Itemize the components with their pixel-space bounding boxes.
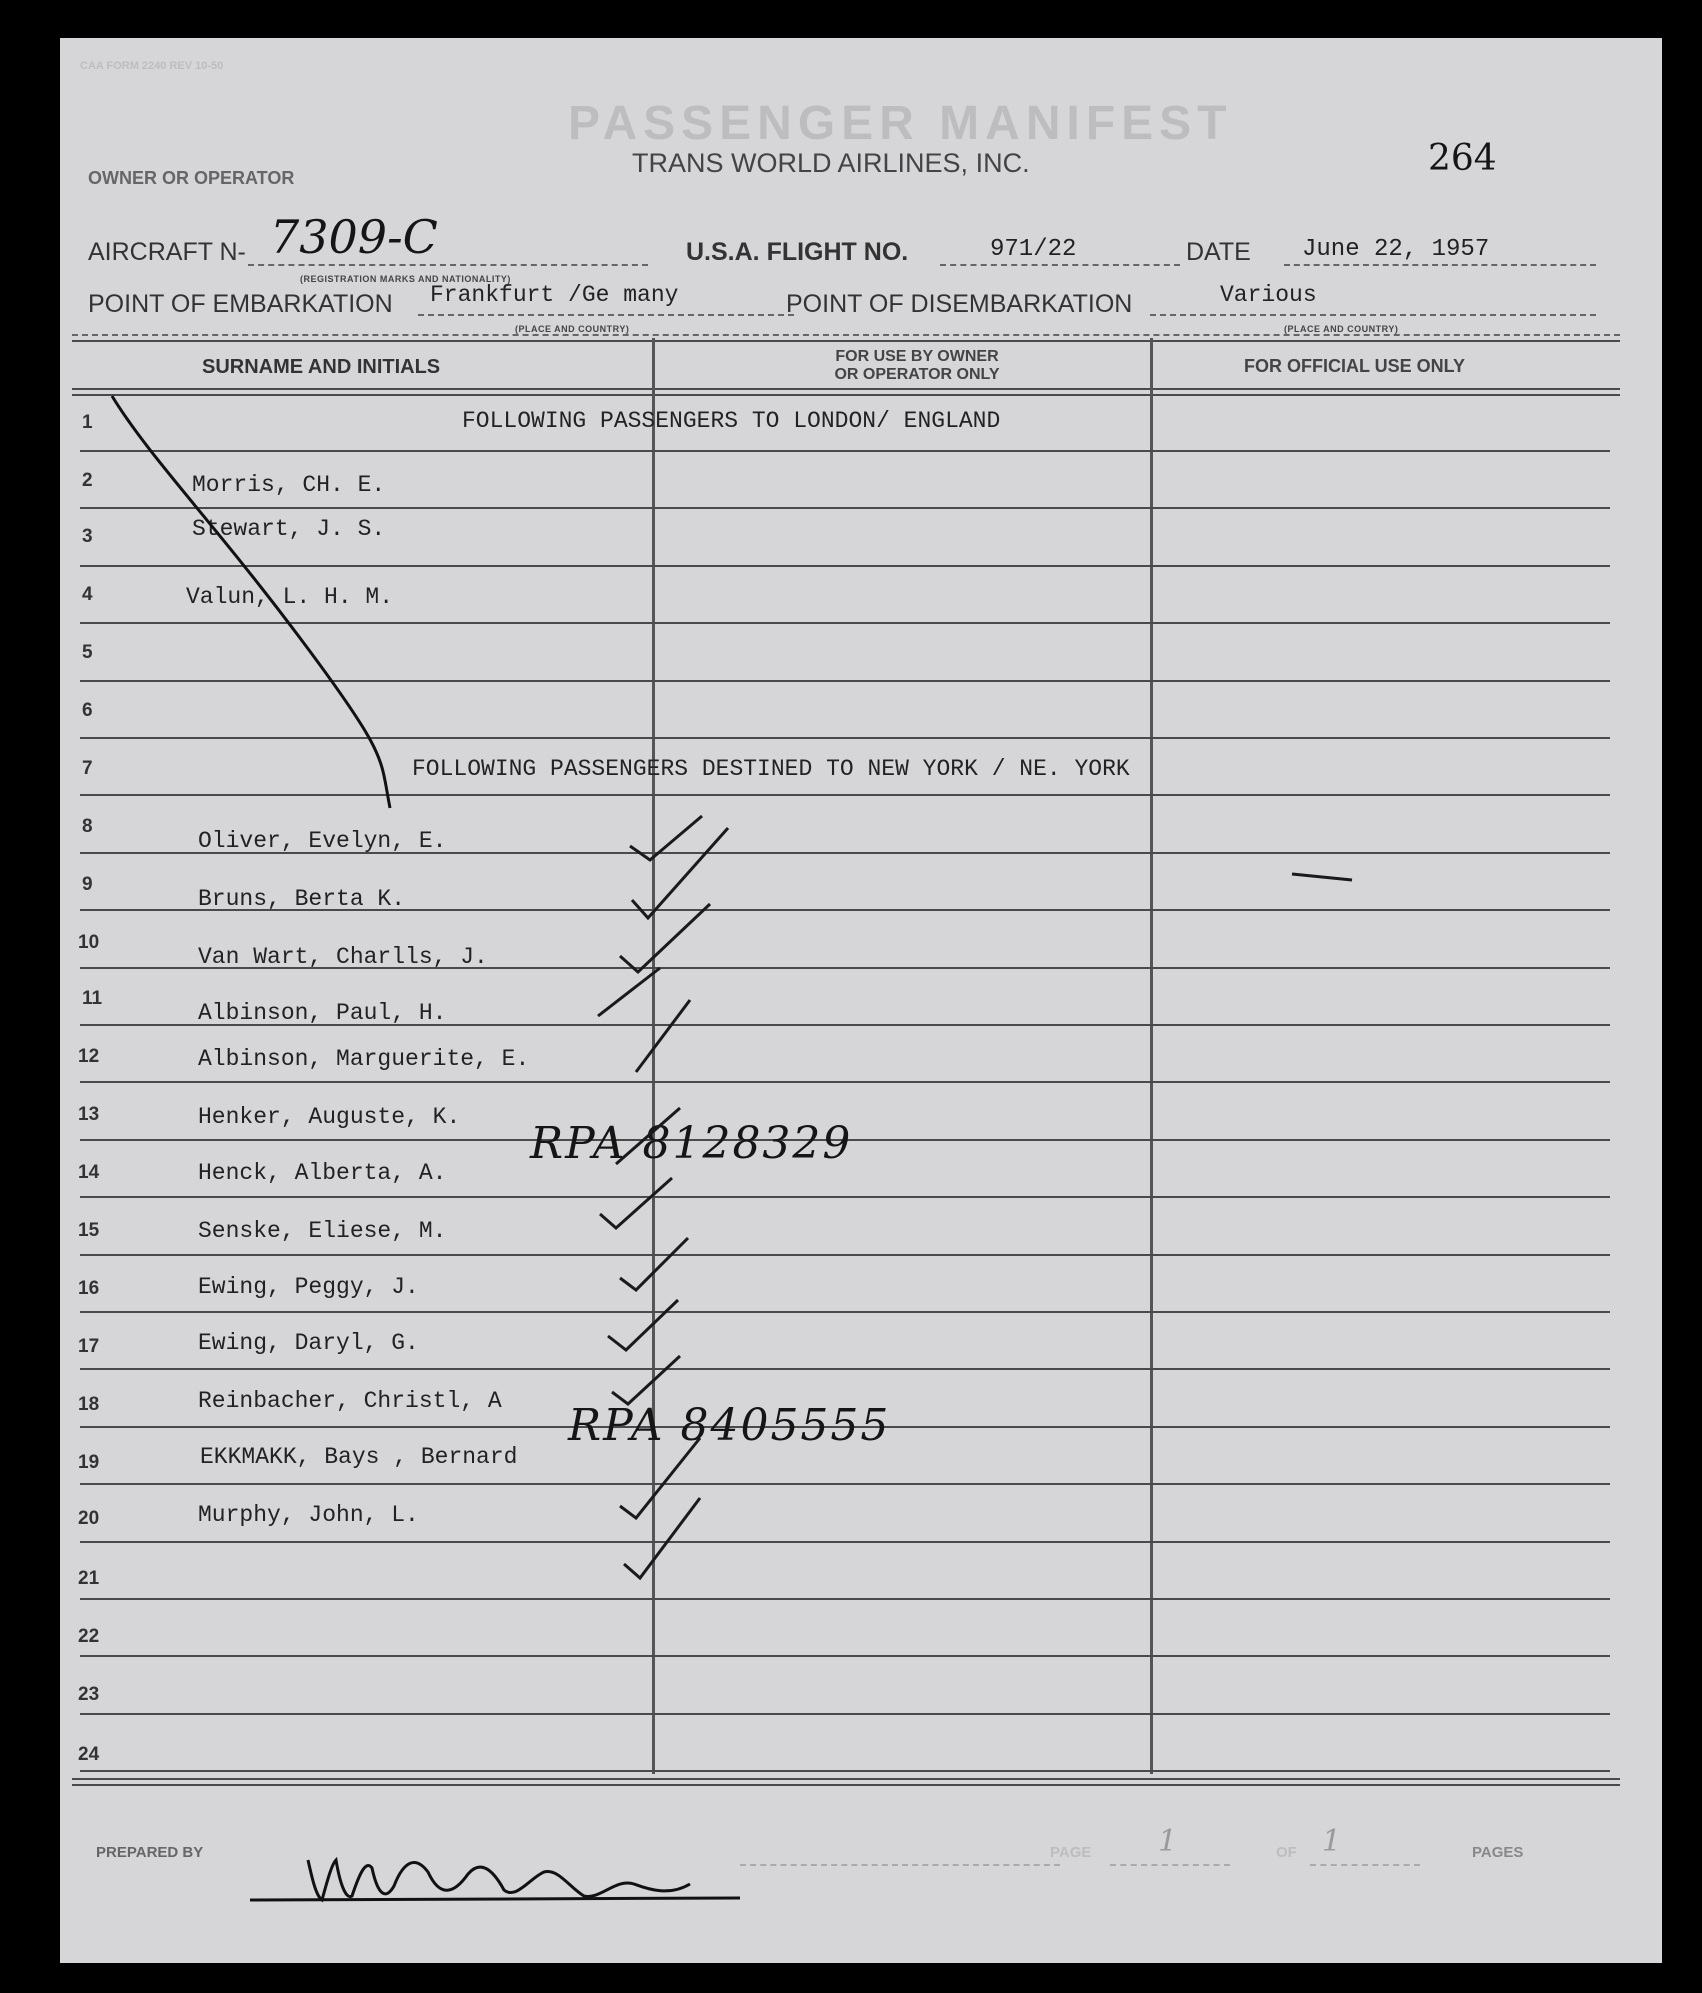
row-number: 4 [82,584,93,605]
row-number: 12 [78,1046,100,1067]
embark-sublabel: (PLACE AND COUNTRY) [515,324,630,334]
disembark-sublabel: (PLACE AND COUNTRY) [1284,324,1399,334]
aircraft-value: 7309-C [270,210,438,264]
row-number: 19 [78,1452,100,1473]
passenger-name: Henck, Alberta, A. [198,1160,447,1186]
column-owner-line1: FOR USE BY OWNER [835,348,999,365]
passenger-name: Murphy, John, L. [198,1502,419,1528]
row-number: 13 [78,1104,100,1125]
row-number: 3 [82,526,93,547]
row-number: 11 [82,988,103,1009]
row-number: 21 [78,1568,100,1589]
pages-label: PAGES [1472,1844,1524,1861]
row-number: 22 [78,1626,100,1647]
column-official: FOR OFFICIAL USE ONLY [1244,356,1466,376]
form-reference: CAA FORM 2240 REV 10-50 [80,60,224,72]
row-number: 10 [78,932,100,953]
strike-through-line [112,396,390,808]
passenger-name: EKKMAKK, Bays , Bernard [200,1444,518,1470]
row-number: 23 [78,1684,100,1705]
passenger-name: Reinbacher, Christl, A [198,1388,502,1414]
page-value: 1 [1158,1824,1178,1859]
section-heading-new-york: FOLLOWING PASSENGERS DESTINED TO NEW YORK / NE. YORK [412,756,1130,782]
row-number: 16 [78,1278,100,1299]
row-number: 2 [82,470,93,491]
manifest-sheet [60,38,1662,1963]
passenger-name: Stewart, J. S. [192,516,386,542]
disembark-label: POINT OF DISEMBARKATION [786,290,1133,318]
passenger-name: Senske, Eliese, M. [198,1218,447,1244]
of-value: 1 [1322,1824,1342,1859]
row-number: 14 [78,1162,100,1183]
airline-name: TRANS WORLD AIRLINES, INC. [632,148,1030,178]
form-title: PASSENGER MANIFEST [568,97,1233,150]
passenger-name: Albinson, Paul, H. [198,1000,447,1026]
row-number: 15 [78,1220,100,1241]
handwritten-note-row18: RPA 8405555 [568,1400,891,1451]
row-number: 6 [82,700,93,721]
handwritten-note-row13: RPA 8128329 [530,1118,853,1169]
date-value: June 22, 1957 [1302,236,1490,263]
embark-label: POINT OF EMBARKATION [88,290,393,318]
row-number: 7 [82,758,93,779]
passenger-name: Henker, Auguste, K. [198,1104,461,1130]
passenger-name: Bruns, Berta K. [198,886,406,912]
row-number: 18 [78,1394,100,1415]
pen-marks [60,38,1662,1963]
aircraft-label: AIRCRAFT N- [88,238,246,266]
date-label: DATE [1186,238,1251,266]
row-number: 17 [78,1336,100,1357]
page-label: PAGE [1050,1844,1092,1861]
section-heading-london: FOLLOWING PASSENGERS TO LONDON/ ENGLAND [462,408,1001,434]
column-surname: SURNAME AND INITIALS [202,356,441,378]
row-number: 5 [82,642,93,663]
aircraft-sublabel: (REGISTRATION MARKS AND NATIONALITY) [300,274,511,284]
row-number: 9 [82,874,93,895]
passenger-name: Oliver, Evelyn, E. [198,828,447,854]
passenger-name: Ewing, Daryl, G. [198,1330,419,1356]
of-label: OF [1276,1844,1297,1861]
passenger-name: Morris, CH. E. [192,472,386,498]
passenger-name: Albinson, Marguerite, E. [198,1046,530,1072]
row-number: 24 [78,1744,100,1765]
disembark-value: Various [1220,282,1317,308]
signature-scrawl [250,1860,740,1900]
prepared-by-label: PREPARED BY [96,1844,204,1861]
row-number: 8 [82,816,93,837]
page-number: 264 [1428,138,1497,179]
passenger-name: Ewing, Peggy, J. [198,1274,419,1300]
flight-label: U.S.A. FLIGHT NO. [686,238,909,266]
row-number: 20 [78,1508,100,1529]
passenger-name: Valun, L. H. M. [186,584,394,610]
owner-label: OWNER OR OPERATOR [88,168,295,188]
check-marks [598,816,1352,1578]
passenger-name: Van Wart, Charlls, J. [198,944,488,970]
row-number: 1 [82,412,93,433]
embark-value: Frankfurt /Ge many [430,282,679,308]
column-owner-line2: OR OPERATOR ONLY [834,366,1000,383]
flight-value: 971/22 [990,236,1077,263]
